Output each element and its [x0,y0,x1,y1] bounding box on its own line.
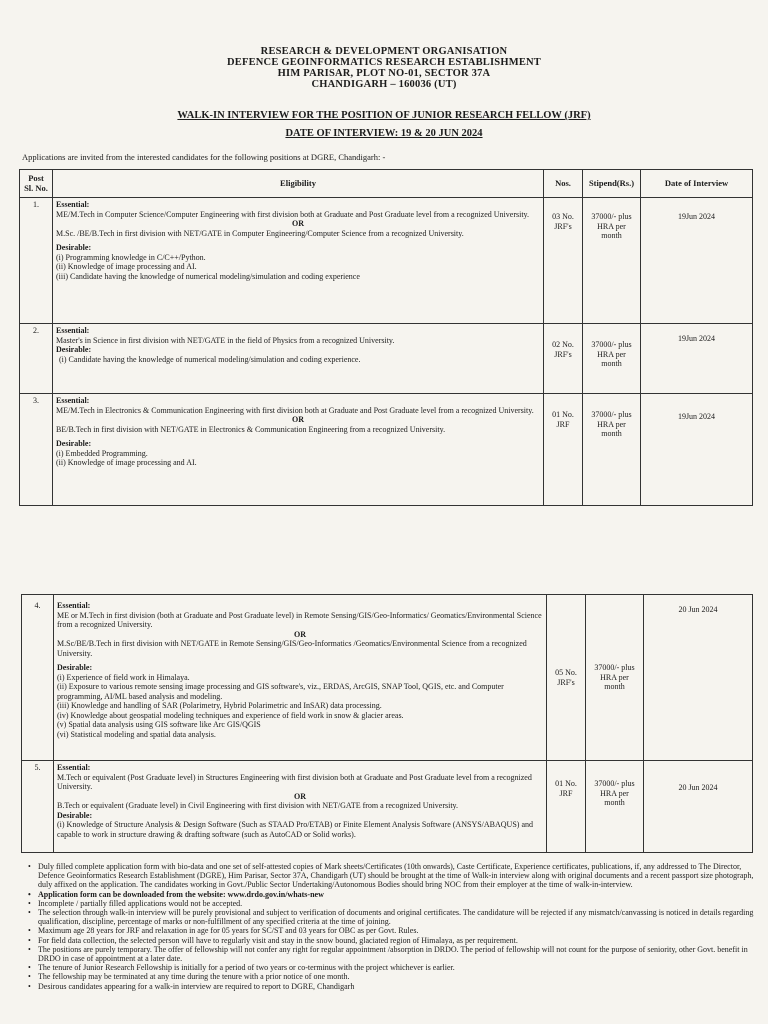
or-separator: OR [292,219,304,228]
row-sl: 2. [20,324,53,394]
row-nos: 03 No. JRF's [544,198,583,324]
essential-text: M.Sc. /BE/B.Tech in first division with NET/GATE in Computer Engineering/Computer Science from a recognized University. [56,228,464,238]
essential-label: Essential: [56,396,90,405]
desirable-item: (i) Knowledge of Structure Analysis & Design Software (Such as STAAD Pro/ETAB) or Finite Element Analysis Software (ANSYS/ABAQUS) and capable to work in structure drawing & drafting software (such as AutoCAD or Solid works). [57,820,533,839]
desirable-item: (iv) Knowledge about geospatial modeling techniques and experience of field work in snow & glacier areas. [57,710,404,720]
instruction-item-download-link: • Application form can be downloaded from the website: www.drdo.gov.in/whats-new [28,890,758,899]
essential-text: Master's in Science in first division with NET/GATE in the field of Physics from a recognized University. [56,335,395,345]
row-eligibility [54,761,547,853]
desirable-item: (ii) Knowledge of image processing and AI. [56,262,197,271]
desirable-item: (ii) Exposure to various remote sensing image processing and GIS software's, viz., ERDAS, ArcGIS, SNAP Tool, QGIS, etc. and Computer programming, AI/ML based analysis and modeling. [57,682,504,701]
essential-text: ME/M.Tech in Computer Science/Computer Engineering with first division both at Graduate and Post Graduate level from a recognized University. [56,209,530,219]
or-separator: OR [294,791,306,801]
org-line-1: RESEARCH & DEVELOPMENT ORGANISATION [260,46,508,57]
desirable-item: (iii) Knowledge and handling of SAR (Polarimetry, Hybrid Polarimetric and InSAR) data processing. [57,701,382,710]
row-date: 20 Jun 2024 [644,595,753,761]
desirable-item: (i) Experience of field work in Himalaya. [57,672,190,682]
essential-label: Essential: [56,326,90,335]
positions-table-part-1 [19,169,753,506]
row-date: 19Jun 2024 [641,394,753,506]
row-date: 20 Jun 2024 [644,761,753,853]
essential-text: BE/B.Tech in first division with NET/GATE in Electronics & Communication Engineering from a recognized University. [56,424,446,434]
instruction-item: • The tenure of Junior Research Fellowship is initially for a period of two years or co-terminus with the project whichever is earlier. [28,963,758,972]
row-stipend: 37000/- plus HRA per month [586,595,644,761]
essential-label: Essential: [57,601,91,610]
desirable-item: (i) Candidate having the knowledge of numerical modeling/simulation and coding experience. [59,354,361,364]
instruction-item: • Desirous candidates appearing for a walk-in interview are required to report to DGRE, Chandigarh [28,982,758,991]
col-header-date: Date of Interview [641,170,753,198]
desirable-item: (iii) Candidate having the knowledge of numerical modeling/simulation and coding experience [56,271,360,281]
desirable-label: Desirable: [56,345,92,354]
row-stipend: 37000/- plus HRA per month [583,324,641,394]
desirable-label: Desirable: [56,243,92,252]
row-date: 19Jun 2024 [641,198,753,324]
instruction-item: • The selection through walk-in interview will be purely provisional and subject to verification of documents and original certificates. The candidature will be rejected if any mismatch/canvassing is noticed in details regarding qualification, discipline, percentage of marks or non-fulfillment of any specified criteria at the time of joining. [28,908,758,926]
row-sl: 4. [22,595,54,761]
instruction-item: • The fellowship may be terminated at any time during the tenure with a prior notice of one month. [28,972,758,981]
instruction-item: • Duly filled complete application form with bio-data and one set of self-attested copies of Mark sheets/Certificates (10th onwards), Caste Certificate, Experience certificates, publications, if, any addressed to The Director, Defence Geoinformatics Research Establishment (DGRE), Him Parisar, Sector 37A, Chandigarh (UT) should be brought at the time of Walk-in interview along with original documents and a recent passport size photograph, duly affixed on the application. The candidates working in Govt./Public Sector Undertaking/Autonomous Bodies should bring NOC from their employer at the time of walk-in-interview. [28,862,758,890]
row-sl: 3. [20,394,53,506]
row-eligibility [54,595,547,761]
col-header-eligibility: Eligibility [53,170,544,198]
row-stipend: 37000/- plus HRA per month [583,198,641,324]
row-nos: 05 No. JRF's [547,595,586,761]
positions-table-part-2 [21,594,753,853]
row-nos: 02 No. JRF's [544,324,583,394]
row-eligibility [53,324,544,394]
or-separator: OR [294,629,306,639]
instruction-item: • The positions are purely temporary. The offer of fellowship will not confer any right for regular appointment /absorption in DRDO. The period of fellowship will not count for the purpose of seniority, other Govt. benefit in DRDO in case of appointment at a later date. [28,945,758,963]
table-row [22,595,753,761]
col-header-sl: Post Sl. No. [20,170,53,198]
essential-text: ME/M.Tech in Electronics & Communication Engineering with first division both at Graduate and Post Graduate level from a recognized University. [56,405,534,415]
row-sl: 5. [22,761,54,853]
row-sl: 1. [20,198,53,324]
essential-label: Essential: [56,200,90,209]
row-eligibility [53,394,544,506]
org-header [0,46,768,90]
table-row [22,761,753,853]
instruction-item: • Incomplete / partially filled applications would not be accepted. [28,899,758,908]
interview-date: DATE OF INTERVIEW: 19 & 20 JUN 2024 [285,128,483,139]
desirable-label: Desirable: [56,439,92,448]
essential-text: M.Sc/BE/B.Tech in first division with NET/GATE in Remote Sensing/GIS/Geo-Informatics /Geomatics/Environmental Science from a recognized University. [57,639,527,658]
instruction-item: • For field data collection, the selected person will have to regularly visit and stay in the snow bound, glaciated region of Himalaya, as per requirement. [28,936,758,945]
table-row [20,324,753,394]
desirable-item: (ii) Knowledge of image processing and AI. [56,458,197,467]
instructions-list [28,862,758,991]
org-line-3: HIM PARISAR, PLOT NO-01, SECTOR 37A [277,68,491,79]
table-header-row [20,170,753,198]
table-row [20,394,753,506]
row-stipend: 37000/- plus HRA per month [583,394,641,506]
col-header-nos: Nos. [544,170,583,198]
col-header-stipend: Stipend(Rs.) [583,170,641,198]
desirable-label: Desirable: [57,810,93,820]
essential-text: ME or M.Tech in first division (both at Graduate and Post Graduate level) in Remote Sensing/GIS/Geo-Informatics/ Geomatics/Environmental Science from a recognized University. [57,610,542,629]
essential-text: B.Tech or equivalent (Graduate level) in Civil Engineering with first division with NET/GATE from a recognized University. [57,801,459,810]
desirable-label: Desirable: [57,663,93,672]
desirable-item: (i) Programming knowledge in C/C++/Python. [56,252,206,262]
essential-label: Essential: [57,763,91,772]
desirable-item: (i) Embedded Programming. [56,448,148,458]
instruction-item: • Maximum age 28 years for JRF and relaxation in age for 05 years for SC/ST and 03 years for OBC as per Govt. Rules. [28,926,758,935]
table-row [20,198,753,324]
row-nos: 01 No. JRF [547,761,586,853]
row-eligibility [53,198,544,324]
interview-title: WALK-IN INTERVIEW FOR THE POSITION OF JUNIOR RESEARCH FELLOW (JRF) [177,110,591,121]
desirable-item: (vi) Statistical modeling and spatial data analysis. [57,729,216,739]
row-date: 19Jun 2024 [641,324,753,394]
essential-text: M.Tech or equivalent (Post Graduate level) in Structures Engineering with first division both at Graduate and Post Graduate level from a recognized University. [57,772,532,791]
row-stipend: 37000/- plus HRA per month [586,761,644,853]
intro-text: Applications are invited from the interested candidates for the following positions at DGRE, Chandigarh: - [22,152,386,162]
desirable-item: (v) Spatial data analysis using GIS software like Arc GIS/QGIS [57,720,261,729]
row-nos: 01 No. JRF [544,394,583,506]
org-line-4: CHANDIGARH – 160036 (UT) [311,79,457,90]
or-separator: OR [292,415,304,424]
org-line-2: DEFENCE GEOINFORMATICS RESEARCH ESTABLISHMENT [226,57,542,68]
